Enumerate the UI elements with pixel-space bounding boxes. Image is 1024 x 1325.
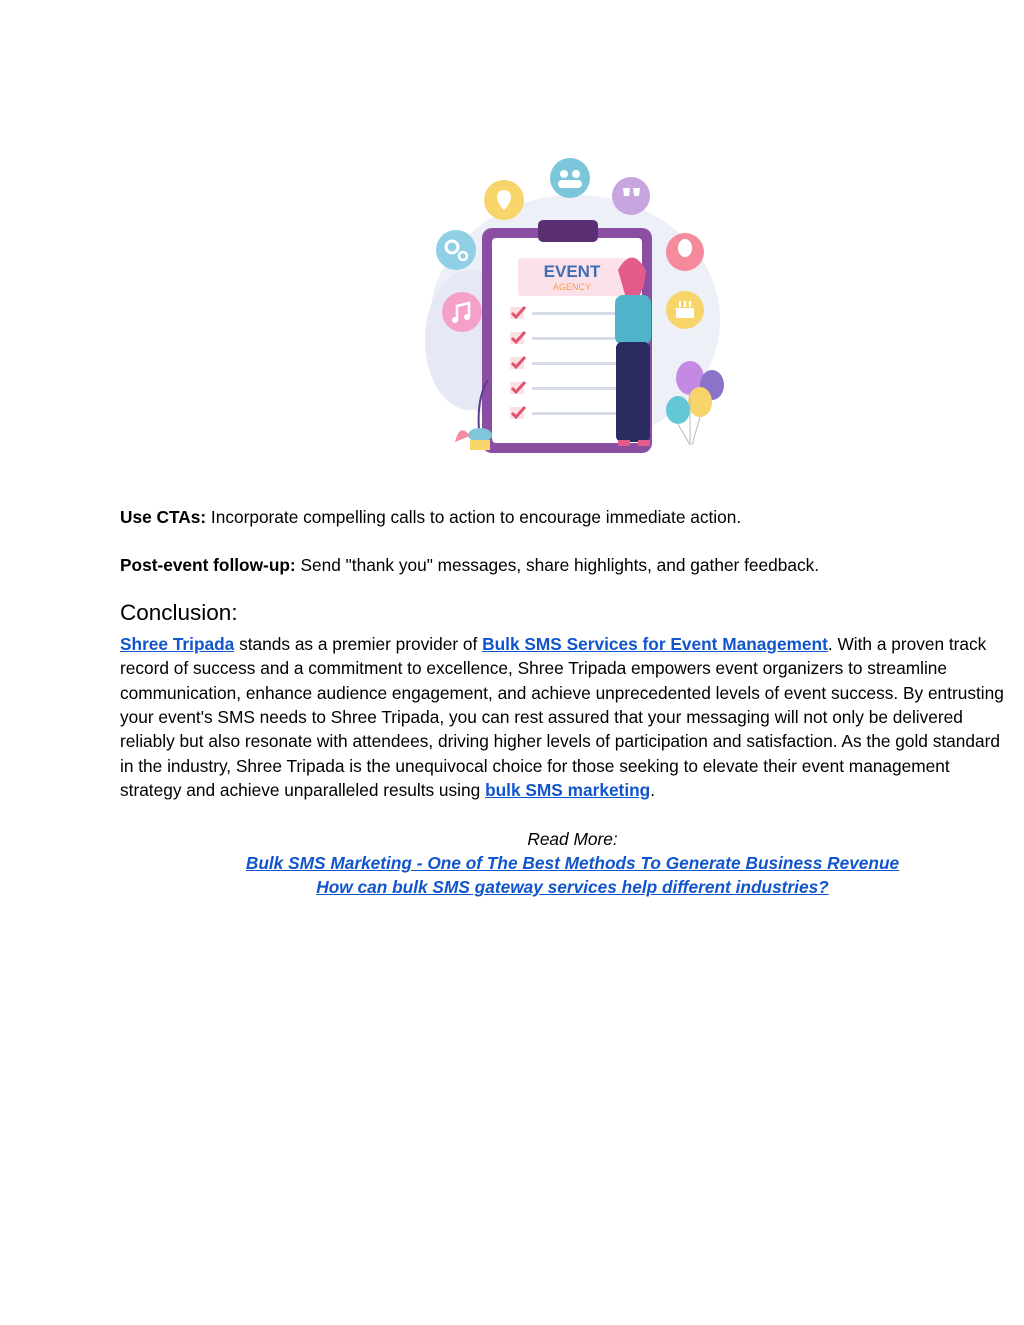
bulk-sms-event-management-link[interactable]: Bulk SMS Services for Event Management <box>482 633 828 654</box>
tip-ctas <box>120 505 1015 529</box>
conclusion-paragraph <box>120 632 1015 803</box>
tip-followup-text: Send "thank you" messages, share highlights, and gather feedback. <box>295 555 820 576</box>
tip-followup <box>120 553 1015 577</box>
conclusion-text-2: . With a proven track record of success and a commitment to excellence, Shree Tripada empowers event organizers to streamline communication, enhance audience engagement, and achieve unprecedented levels of event success. By entrusting your event's SMS needs to Shree Tripada, you can rest assured that your messaging will not only be delivered reliably but also resonate with attendees, driving higher levels of participation and satisfaction. As the gold standard in the industry, Shree Tripada is the unequivocal choice for those seeking to elevate their event management strategy and achieve unparalleled results using <box>120 633 1004 801</box>
conclusion-text-1: stands as a premier provider of <box>234 633 483 654</box>
read-more-section <box>120 827 1024 900</box>
event-agency-illustration <box>410 150 740 465</box>
tip-ctas-label: Use CTAs: <box>120 507 207 527</box>
tip-ctas-text: Incorporate compelling calls to action to encourage immediate action. <box>206 507 742 527</box>
music-note-icon <box>442 292 482 332</box>
bulk-sms-marketing-link[interactable]: bulk SMS marketing <box>485 780 651 801</box>
read-more-label: Read More: <box>527 828 618 849</box>
tip-followup-label: Post-event follow-up: <box>120 555 296 576</box>
gear-icon <box>436 230 476 270</box>
balloon-icon <box>666 233 704 271</box>
people-icon <box>550 158 590 198</box>
read-more-link-revenue[interactable]: Bulk SMS Marketing - One of The Best Methods To Generate Business Revenue <box>245 853 900 874</box>
conclusion-text-3: . <box>650 780 656 801</box>
svg-text:AGENCY: AGENCY <box>552 282 592 292</box>
glasses-icon <box>612 177 650 215</box>
conclusion-heading: Conclusion: <box>120 599 238 625</box>
shree-tripada-link[interactable]: Shree Tripada <box>120 633 235 654</box>
cake-icon <box>666 291 704 329</box>
svg-text:EVENT: EVENT <box>543 262 601 281</box>
read-more-link-industries[interactable]: How can bulk SMS gateway services help different industries? <box>316 877 829 898</box>
location-pin-icon <box>484 180 524 220</box>
document-body <box>120 505 1015 900</box>
